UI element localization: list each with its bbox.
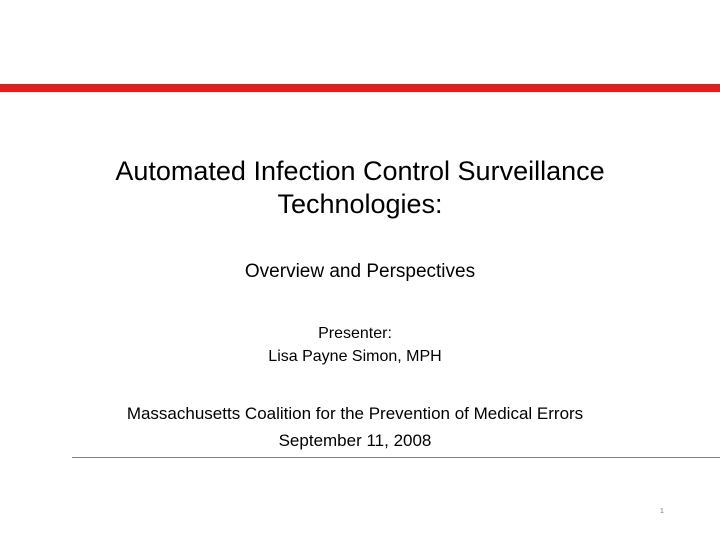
page-number: 1 (660, 508, 664, 515)
top-accent-bar (0, 84, 720, 92)
presenter-name: Lisa Payne Simon, MPH (268, 348, 442, 365)
presenter-block (150, 322, 560, 368)
title-line-1: Automated Infection Control Surveillance (115, 156, 605, 186)
organization-block (60, 400, 650, 454)
title-line-2: Technologies: (277, 189, 443, 219)
presenter-label: Presenter: (318, 325, 392, 342)
bottom-divider (72, 457, 720, 458)
slide-subtitle: Overview and Perspectives (244, 261, 476, 282)
slide-title (40, 155, 680, 221)
organization-name: Massachusetts Coalition for the Prevention of Medical Errors (126, 404, 584, 423)
presentation-date: September 11, 2008 (278, 431, 432, 450)
